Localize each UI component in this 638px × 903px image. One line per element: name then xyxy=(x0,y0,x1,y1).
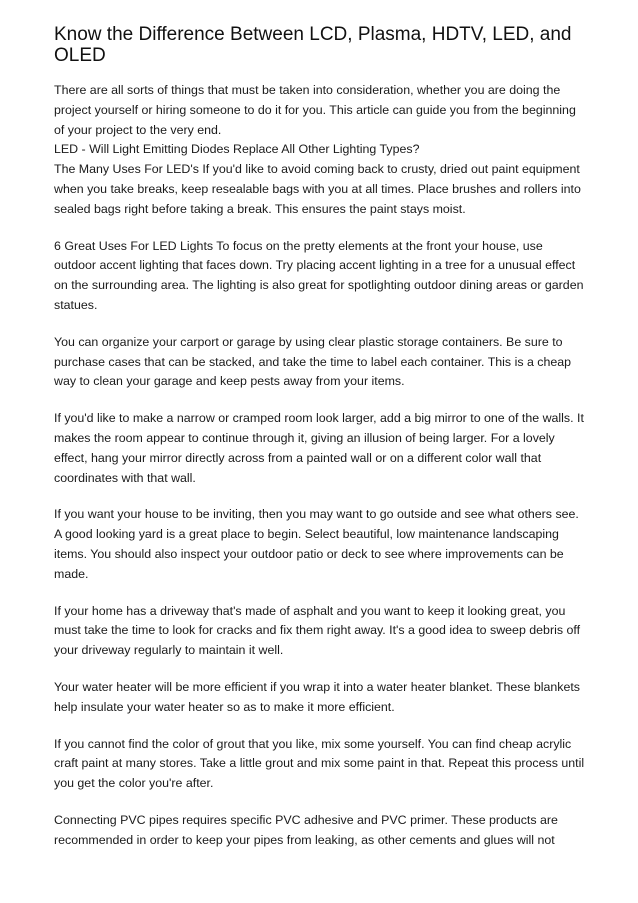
body-paragraph: You can organize your carport or garage by using clear plastic storage containers. Be sure to purchase cases that can be stacked, and take the time to label each container. This is a cheap way to clean your garage and keep pests away from your items. xyxy=(54,334,572,389)
body-paragraph: If your home has a driveway that's made of asphalt and you want to keep it looking great, you must take the time to look for cracks and fix them right away. It's a good idea to sweep debris off your driveway regularly to maintain it well. xyxy=(54,603,581,658)
body-paragraph: Connecting PVC pipes requires specific PVC adhesive and PVC primer. These products are recommended in order to keep your pipes from leaking, as other cements and glues will not xyxy=(54,812,558,847)
body-paragraph: If you cannot find the color of grout that you like, mix some yourself. You can find cheap acrylic craft paint at many stores. Take a little grout and mix some paint in that. Repeat this process until you get the color you're after. xyxy=(54,736,585,791)
body-paragraph: Your water heater will be more efficient if you wrap it into a water heater blanket. These blankets help insulate your water heater so as to make it more efficient. xyxy=(54,679,580,714)
intro-block xyxy=(54,81,588,220)
intro-uses-paragraph: The Many Uses For LED's If you'd like to avoid coming back to crusty, dried out paint equipment when you take breaks, keep resealable bags with you at all times. Place brushes and rollers into sealed bags right before taking a break. This ensures the paint stays moist. xyxy=(54,162,581,216)
body-paragraph: If you'd like to make a narrow or cramped room look larger, add a big mirror to one of the walls. It makes the room appear to continue through it, giving an illusion of being larger. For a lovely effect, hang your mirror directly across from a painted wall or on a different color wall that coordinates with that wall. xyxy=(54,411,584,485)
body-paragraph: If you want your house to be inviting, then you may want to go outside and see what others see. A good looking yard is a great place to begin. Select beautiful, low maintenance landscaping items. You should also inspect your outdoor patio or deck to see where improvements can be made. xyxy=(54,507,579,581)
intro-paragraph: There are all sorts of things that must be taken into consideration, whether you are doing the project yourself or hiring someone to do it for you. This article can guide you from the beginning of your project to the very end. xyxy=(54,83,576,137)
intro-subheading: LED - Will Light Emitting Diodes Replace All Other Lighting Types? xyxy=(54,142,420,157)
body-paragraph: 6 Great Uses For LED Lights To focus on the pretty elements at the front your house, use outdoor accent lighting that faces down. Try placing accent lighting in a tree for a unusual effect on the surrounding area. The lighting is also great for spotlighting outdoor dining areas or garden statues. xyxy=(54,238,584,312)
document-page xyxy=(54,24,588,868)
document-title: Know the Difference Between LCD, Plasma, HDTV, LED, and OLED xyxy=(54,24,572,66)
